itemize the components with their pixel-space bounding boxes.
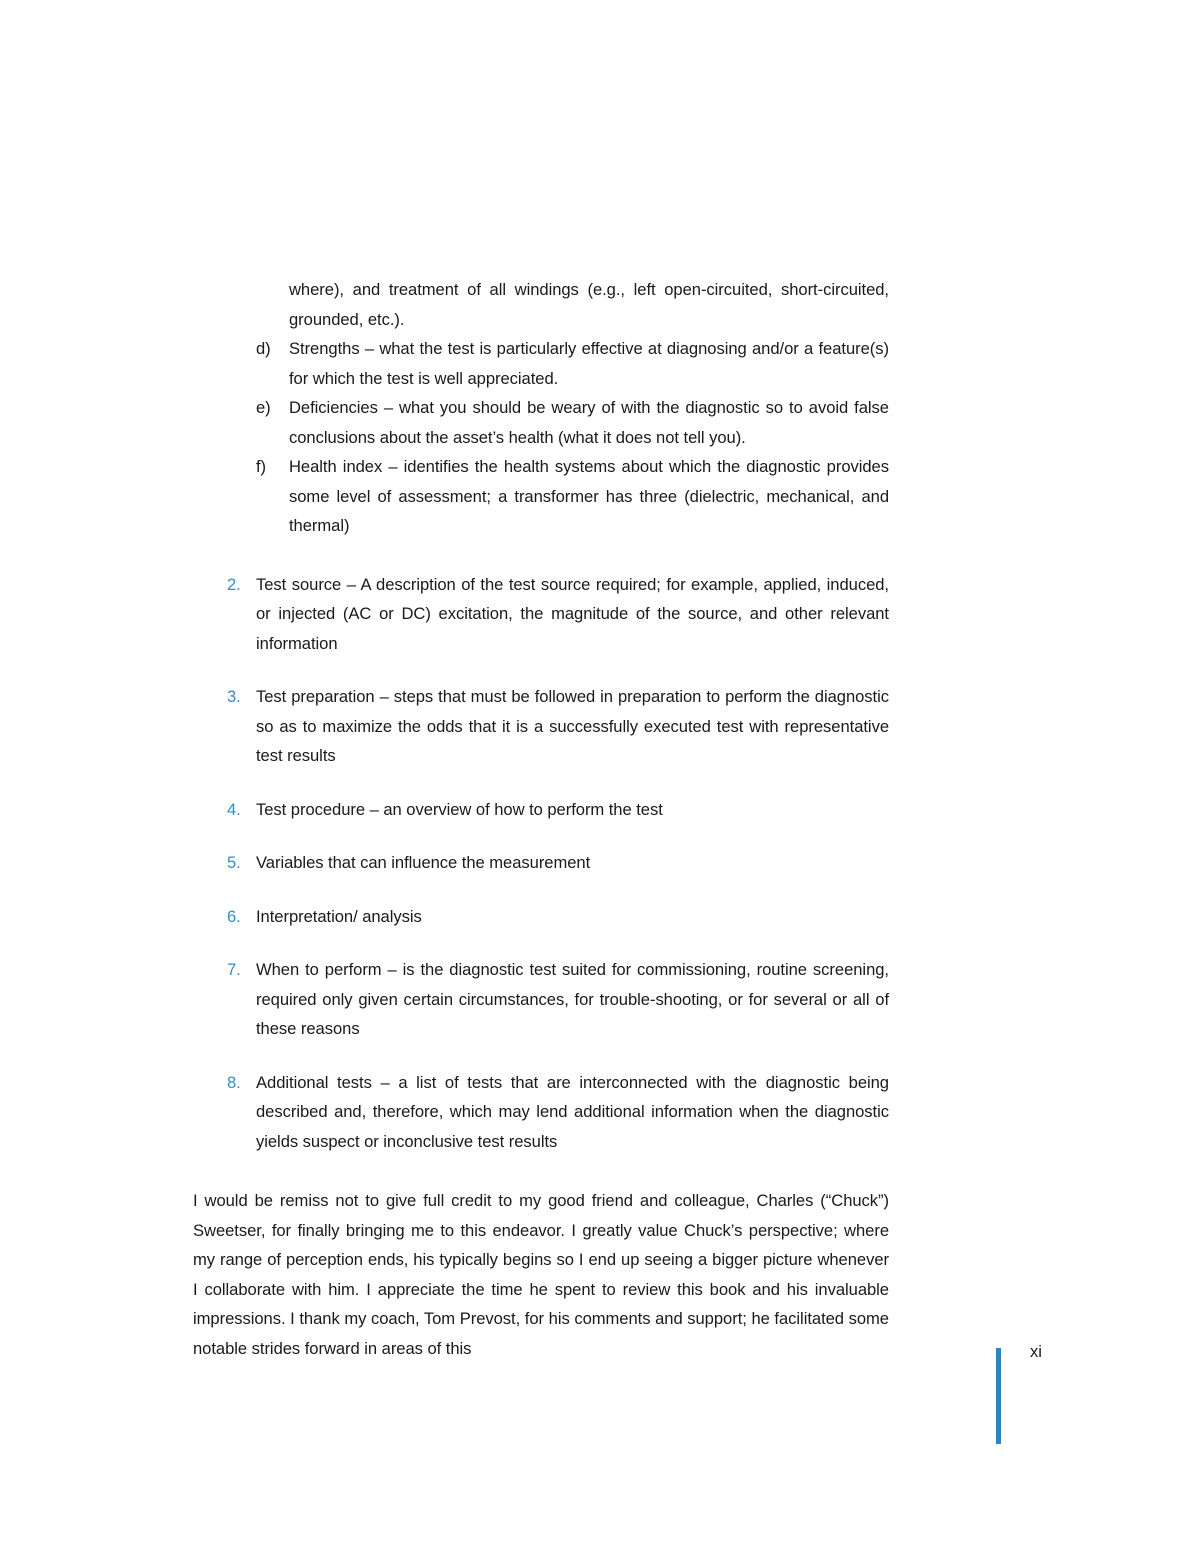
list-item	[193, 955, 889, 1044]
folio-accent-rule	[996, 1348, 1001, 1444]
list-item-text: Strengths – what the test is particularly effective at diagnosing and/or a feature(s) for which the test is well appreciated.	[289, 339, 889, 388]
list-item	[193, 795, 889, 825]
list-marker: d)	[256, 339, 271, 358]
list-item-text: Interpretation/ analysis	[256, 906, 422, 926]
lettered-sublist	[193, 275, 889, 541]
list-item-text: Variables that can influence the measurement	[256, 853, 591, 872]
list-item-text: Additional tests – a list of tests that are interconnected with the diagnostic being described and, therefore, which may lend additional information when the diagnostic yields suspect or inconclusive test results	[256, 1072, 889, 1151]
list-marker: f)	[256, 457, 267, 476]
list-item-text: When to perform – is the diagnostic test suited for commissioning, routine screening, required only given certain circumstances, for trouble-shooting, or for several or all of these reasons	[256, 960, 889, 1038]
list-item-text: Health index – identifies the health systems about which the diagnostic provides some level of assessment; a transformer has three (dielectric, mechanical, and thermal)	[289, 457, 889, 535]
list-item-text: Test procedure – an overview of how to perform the test	[256, 799, 663, 819]
folio	[996, 1342, 1042, 1444]
list-item	[193, 334, 889, 393]
continuation-paragraph: where), and treatment of all windings (e.g., left open-circuited, short-circuited, grounded, etc.).	[289, 280, 889, 329]
list-item	[193, 452, 889, 541]
list-item-text: Deficiencies – what you should be weary of with the diagnostic so to avoid false conclusions about the asset’s health (what it does not tell you).	[289, 398, 889, 447]
list-item-text: Test source – A description of the test source required; for example, applied, induced, or injected (AC or DC) excitation, the magnitude of the source, and other relevant information	[256, 574, 889, 653]
page-content	[193, 275, 889, 1363]
list-marker: 3.	[227, 687, 241, 706]
list-marker: 5.	[227, 853, 241, 872]
list-marker: 6.	[227, 906, 241, 926]
list-item	[193, 1068, 889, 1157]
list-item	[193, 902, 889, 932]
list-marker: 2.	[227, 574, 241, 594]
closing-paragraph: I would be remiss not to give full credit to my good friend and colleague, Charles (“Chuck”) Sweetser, for finally bringing me to this endeavor. I greatly value Chuck’s perspective; where my range of perception ends, his typically begins so I end up seeing a bigger picture whenever I collaborate with him. I appreciate the time he spent to review this book and his invaluable impressions. I thank my coach, Tom Prevost, for his comments and support; he facilitated some notable strides forward in areas of this	[193, 1191, 889, 1358]
numbered-list	[193, 570, 889, 1157]
list-item	[193, 393, 889, 452]
list-marker: 4.	[227, 799, 241, 819]
list-marker: 7.	[227, 960, 241, 979]
list-marker: e)	[256, 398, 271, 417]
list-item	[193, 848, 889, 878]
list-marker: 8.	[227, 1072, 241, 1092]
list-item-text: Test preparation – steps that must be followed in preparation to perform the diagnostic so as to maximize the odds that it is a successfully executed test with representative test results	[256, 687, 889, 765]
list-item	[193, 682, 889, 771]
page-number: xi	[1030, 1342, 1042, 1361]
section-spacer	[193, 541, 889, 570]
list-item	[193, 570, 889, 659]
